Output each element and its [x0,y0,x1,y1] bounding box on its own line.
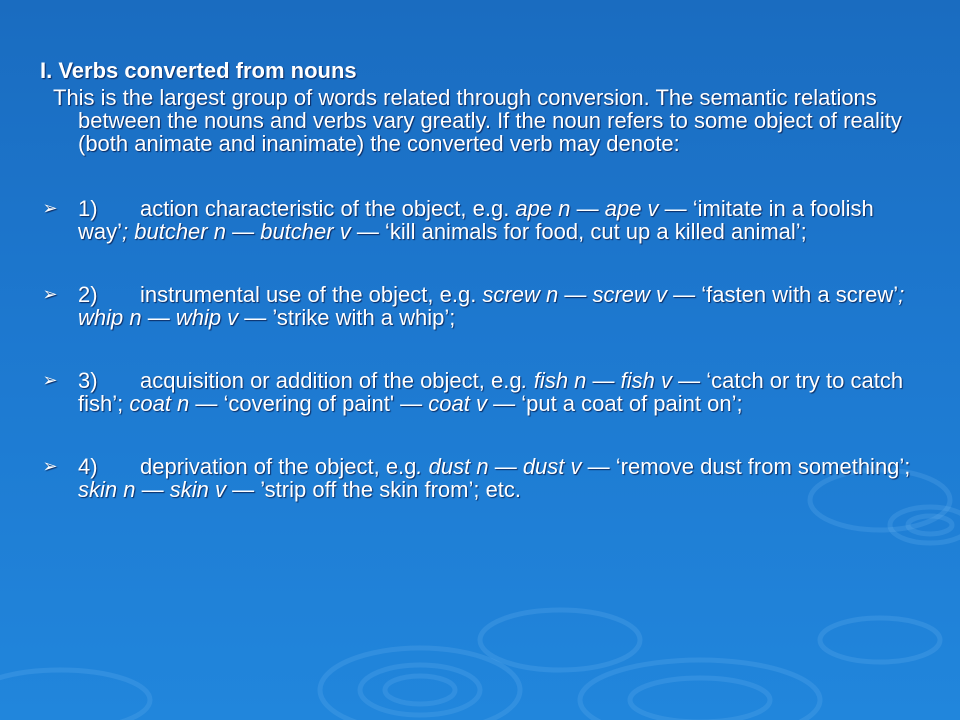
item-example: coat n [129,391,190,416]
item-example: screw v [592,282,668,307]
item-example: ; butcher n [122,219,226,244]
item-number: 2) [78,282,98,307]
item-number: 4) [78,454,98,479]
item-text: — [558,282,593,307]
item-example: whip v [175,305,239,330]
item-example: . fish n [521,368,587,393]
item-number: 3) [78,368,98,393]
item-text: — ’strike with a whip’; [238,305,456,330]
item-text: — [141,305,176,330]
item-text: — [570,196,605,221]
list-item [40,369,920,415]
item-text: — ‘put a coat of paint on’; [486,391,743,416]
item-example: skin n [78,477,136,502]
arrow-bullet-icon: ➢ [42,370,58,390]
item-example: butcher v [260,219,351,244]
item-text: deprivation of the object, e.g [140,454,417,479]
item-example: screw n [482,282,559,307]
item-text: — ‘kill animals for food, cut up a killed animal’; [350,219,807,244]
item-example: coat v [428,391,487,416]
list-item [40,283,920,329]
slide-content [40,58,920,501]
item-text: — [225,219,261,244]
list-item [40,197,920,243]
arrow-bullet-icon: ➢ [42,198,58,218]
item-text: acquisition or addition of the object, e.g [140,368,522,393]
item-text: instrumental use of the object, e.g. [140,282,483,307]
intro-paragraph: This is the largest group of words related through conversion. The semantic relations between the nouns and verbs vary greatly. If the noun refers to some object of reality (both animate and inanimate) the converted verb may denote: [53,85,902,156]
item-text: — ’strip off the skin from’; etc. [225,477,522,502]
item-text: — ‘catch or try to catch fish’; [78,368,904,416]
item-number: 1) [78,196,98,221]
item-text: — [135,477,170,502]
item-example: dust v [522,454,582,479]
arrow-bullet-icon: ➢ [42,284,58,304]
item-text: action characteristic of the object, e.g. [140,196,516,221]
item-example: ; whip n [78,282,905,330]
item-text: — ‘covering of paint' — [189,391,429,416]
item-example: ape n [515,196,571,221]
arrow-bullet-icon: ➢ [42,456,58,476]
item-text: — [488,454,523,479]
item-example: . dust n [416,454,489,479]
slide-heading: I. Verbs converted from nouns [40,58,357,83]
item-example: fish v [620,368,672,393]
example-list [40,197,920,501]
item-example: skin v [169,477,226,502]
item-example: ape v [604,196,659,221]
item-text: — ‘imitate in a foolish way’ [78,196,874,244]
list-item [40,455,920,501]
item-text: — [586,368,621,393]
item-text: — ‘remove dust from something’; [581,454,911,479]
item-text: — ‘fasten with a screw’ [667,282,899,307]
